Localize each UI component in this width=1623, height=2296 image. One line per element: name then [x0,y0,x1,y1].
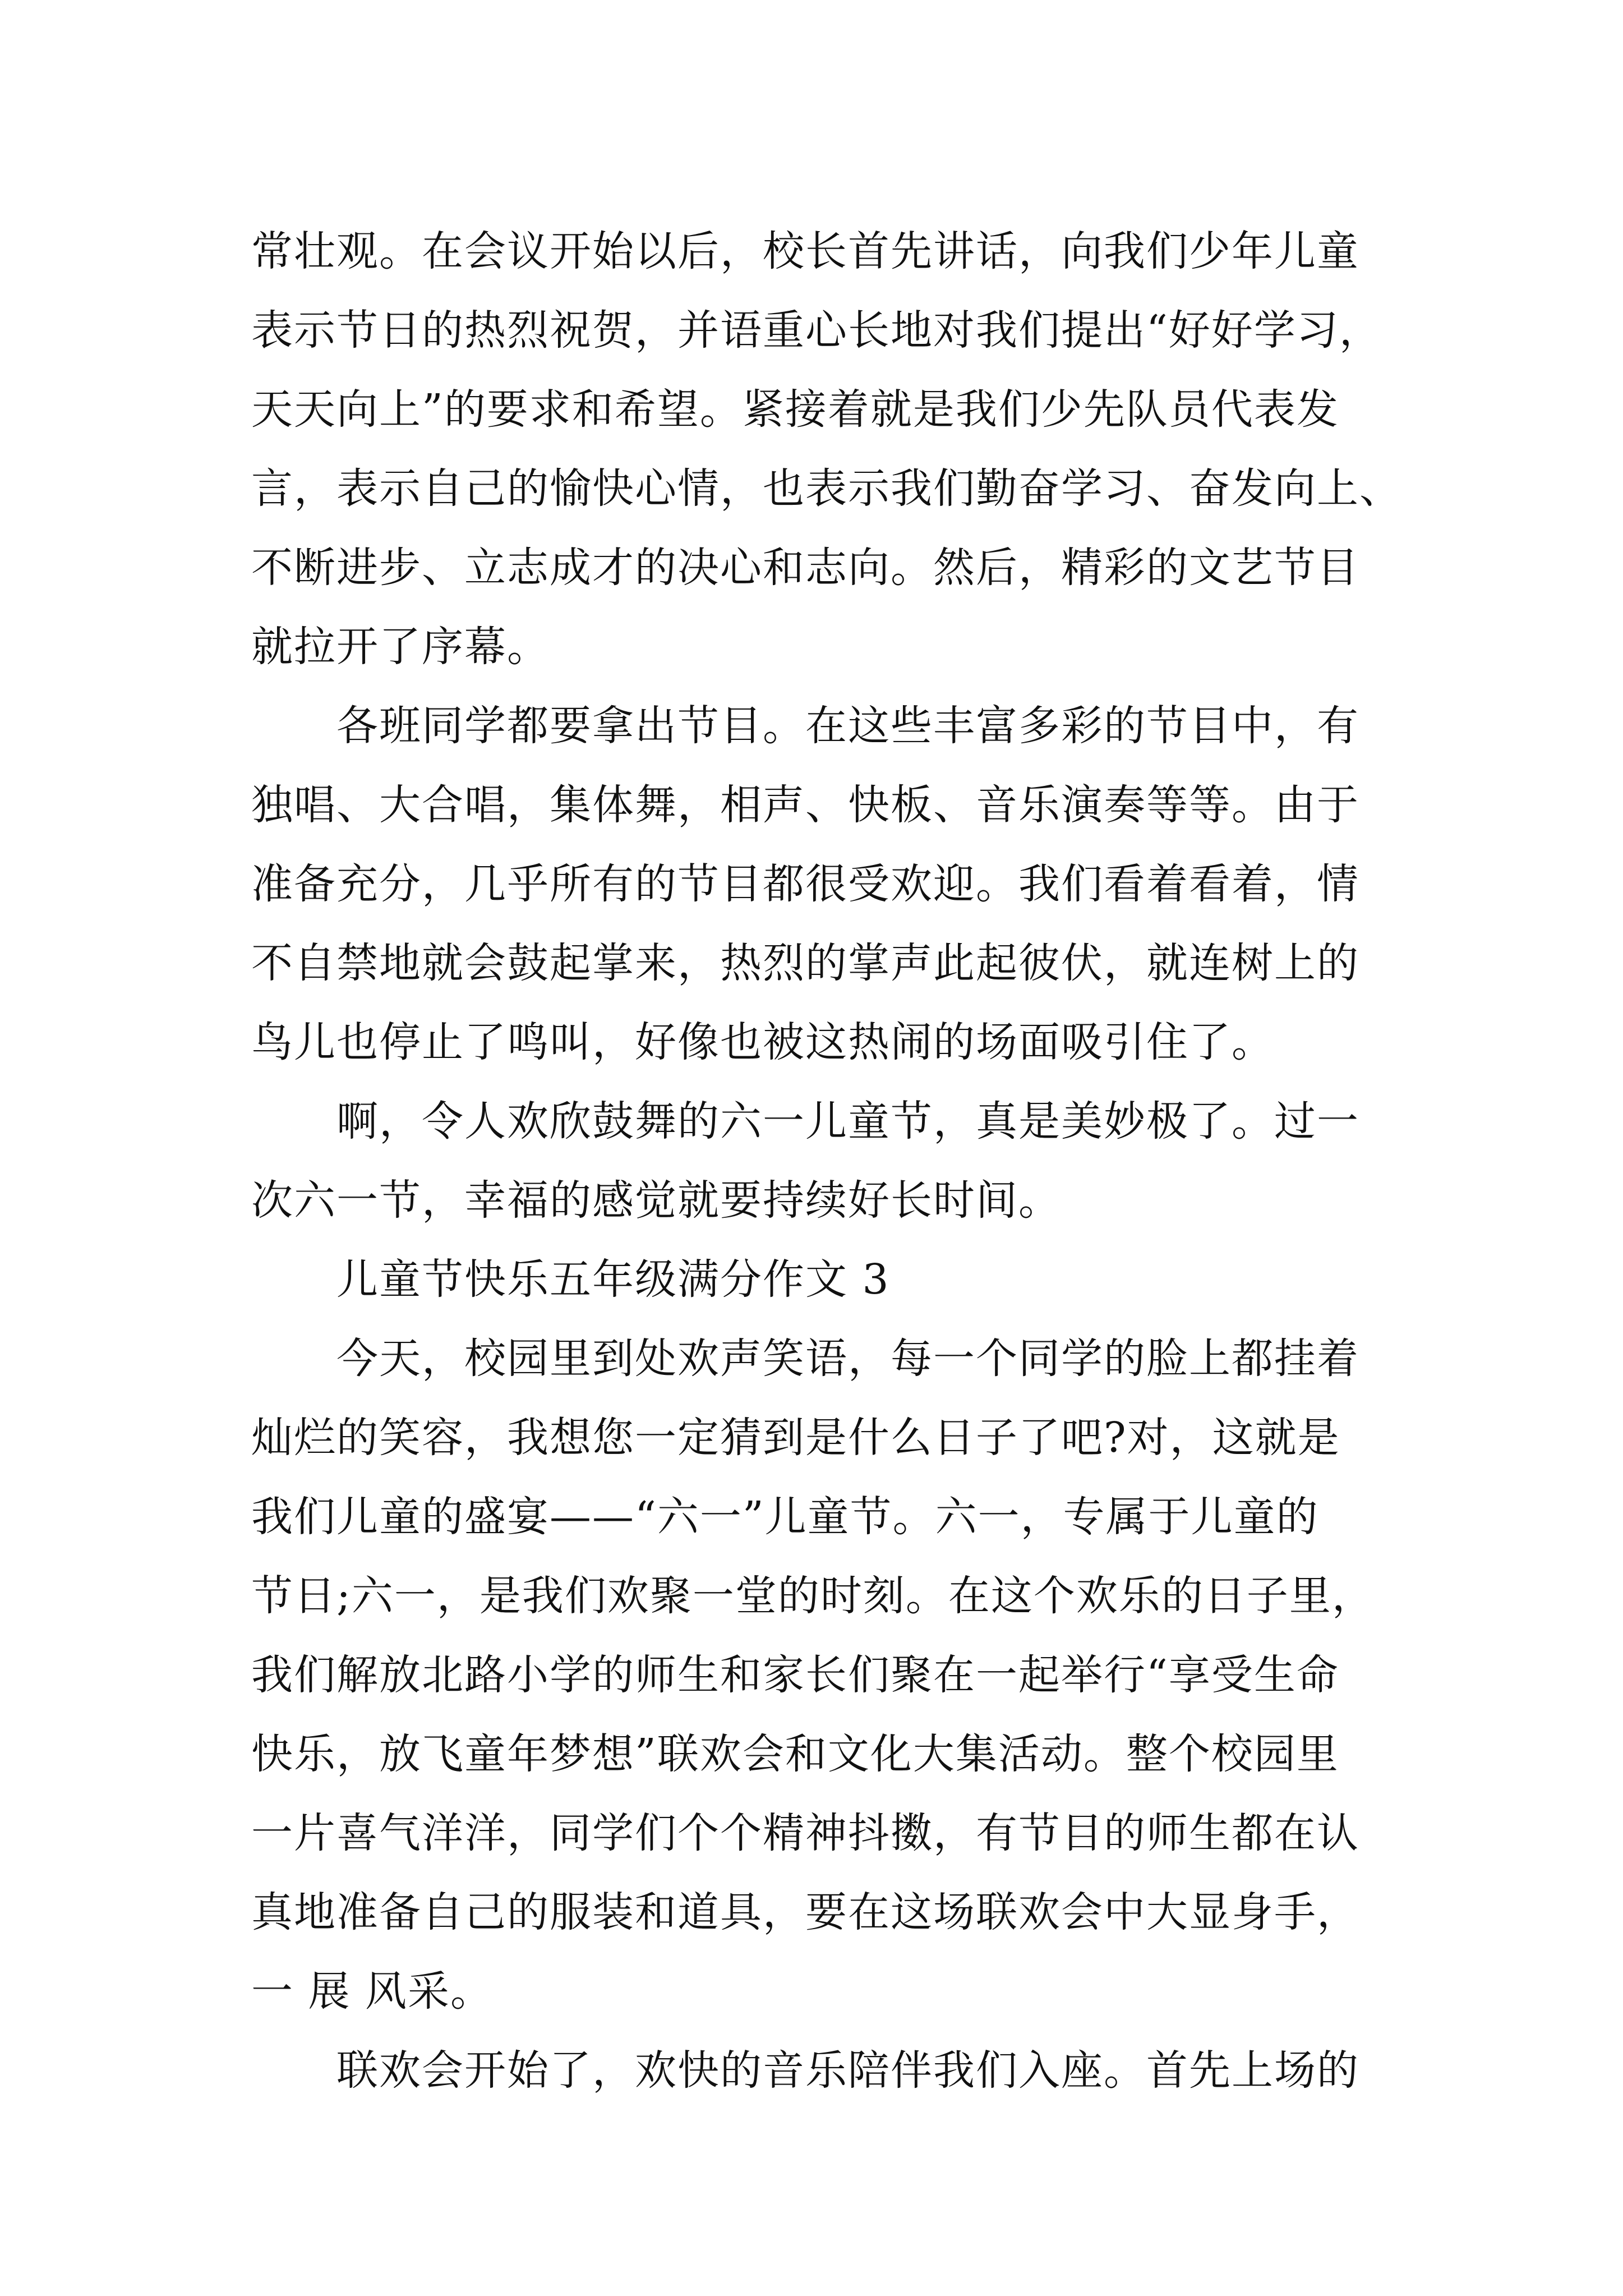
text-line: 一片喜气洋洋，同学们个个精神抖擞，有节目的师生都在认 [251,1809,1359,1857]
text-line: 常壮观。在会议开始以后，校长首先讲话，向我们少年儿童 [251,227,1359,275]
text-line: 真地准备自己的服装和道具，要在这场联欢会中大显身手， [251,1888,1359,1936]
paragraph-start-line: 各班同学都要拿出节目。在这些丰富多彩的节目中，有 [336,702,1359,750]
text-line: 不断进步、立志成才的决心和志向。然后，精彩的文艺节目 [251,544,1359,592]
text-line: 就拉开了序幕。 [251,623,550,671]
text-line: 鸟儿也停止了鸣叫，好像也被这热闹的场面吸引住了。 [251,1018,1274,1066]
text-line: 不自禁地就会鼓起掌来，热烈的掌声此起彼伏，就连树上的 [251,939,1359,987]
text-line: 表示节日的热烈祝贺，并语重心长地对我们提出“好好学习， [251,306,1382,355]
section-heading: 儿童节快乐五年级满分作文 3 [336,1255,890,1304]
text-line: 灿烂的笑容，我想您一定猜到是什么日子了吧?对，这就是 [251,1414,1340,1462]
text-line: 一 展 风采。 [251,1967,494,2016]
text-line: 言，表示自己的愉快心情，也表示我们勤奋学习、奋发向上、 [251,464,1402,513]
text-line: 独唱、大合唱，集体舞，相声、快板、音乐演奏等等。由于 [251,781,1359,829]
text-line: 我们解放北路小学的师生和家长们聚在一起举行“享受生命 [251,1651,1339,1699]
paragraph-start-line: 联欢会开始了，欢快的音乐陪伴我们入座。首先上场的 [336,2046,1359,2095]
text-line: 快乐，放飞童年梦想”联欢会和文化大集活动。整个校园里 [251,1730,1339,1778]
paragraph-start-line: 今天，校园里到处欢声笑语，每一个同学的脸上都挂着 [336,1335,1359,1383]
text-line: 天天向上”的要求和希望。紧接着就是我们少先队员代表发 [251,385,1339,434]
text-line: 节日;六一，是我们欢聚一堂的时刻。在这个欢乐的日子里， [251,1572,1375,1620]
text-line: 次六一节，幸福的感觉就要持续好长时间。 [251,1176,1061,1225]
text-line: 我们儿童的盛宴——“六一”儿童节。六一，专属于儿童的 [251,1493,1319,1541]
text-line: 准备充分，几乎所有的节目都很受欢迎。我们看着看着，情 [251,860,1359,908]
paragraph-start-line: 啊，令人欢欣鼓舞的六一儿童节，真是美妙极了。过一 [336,1097,1359,1145]
essay-text [251,212,1401,2110]
